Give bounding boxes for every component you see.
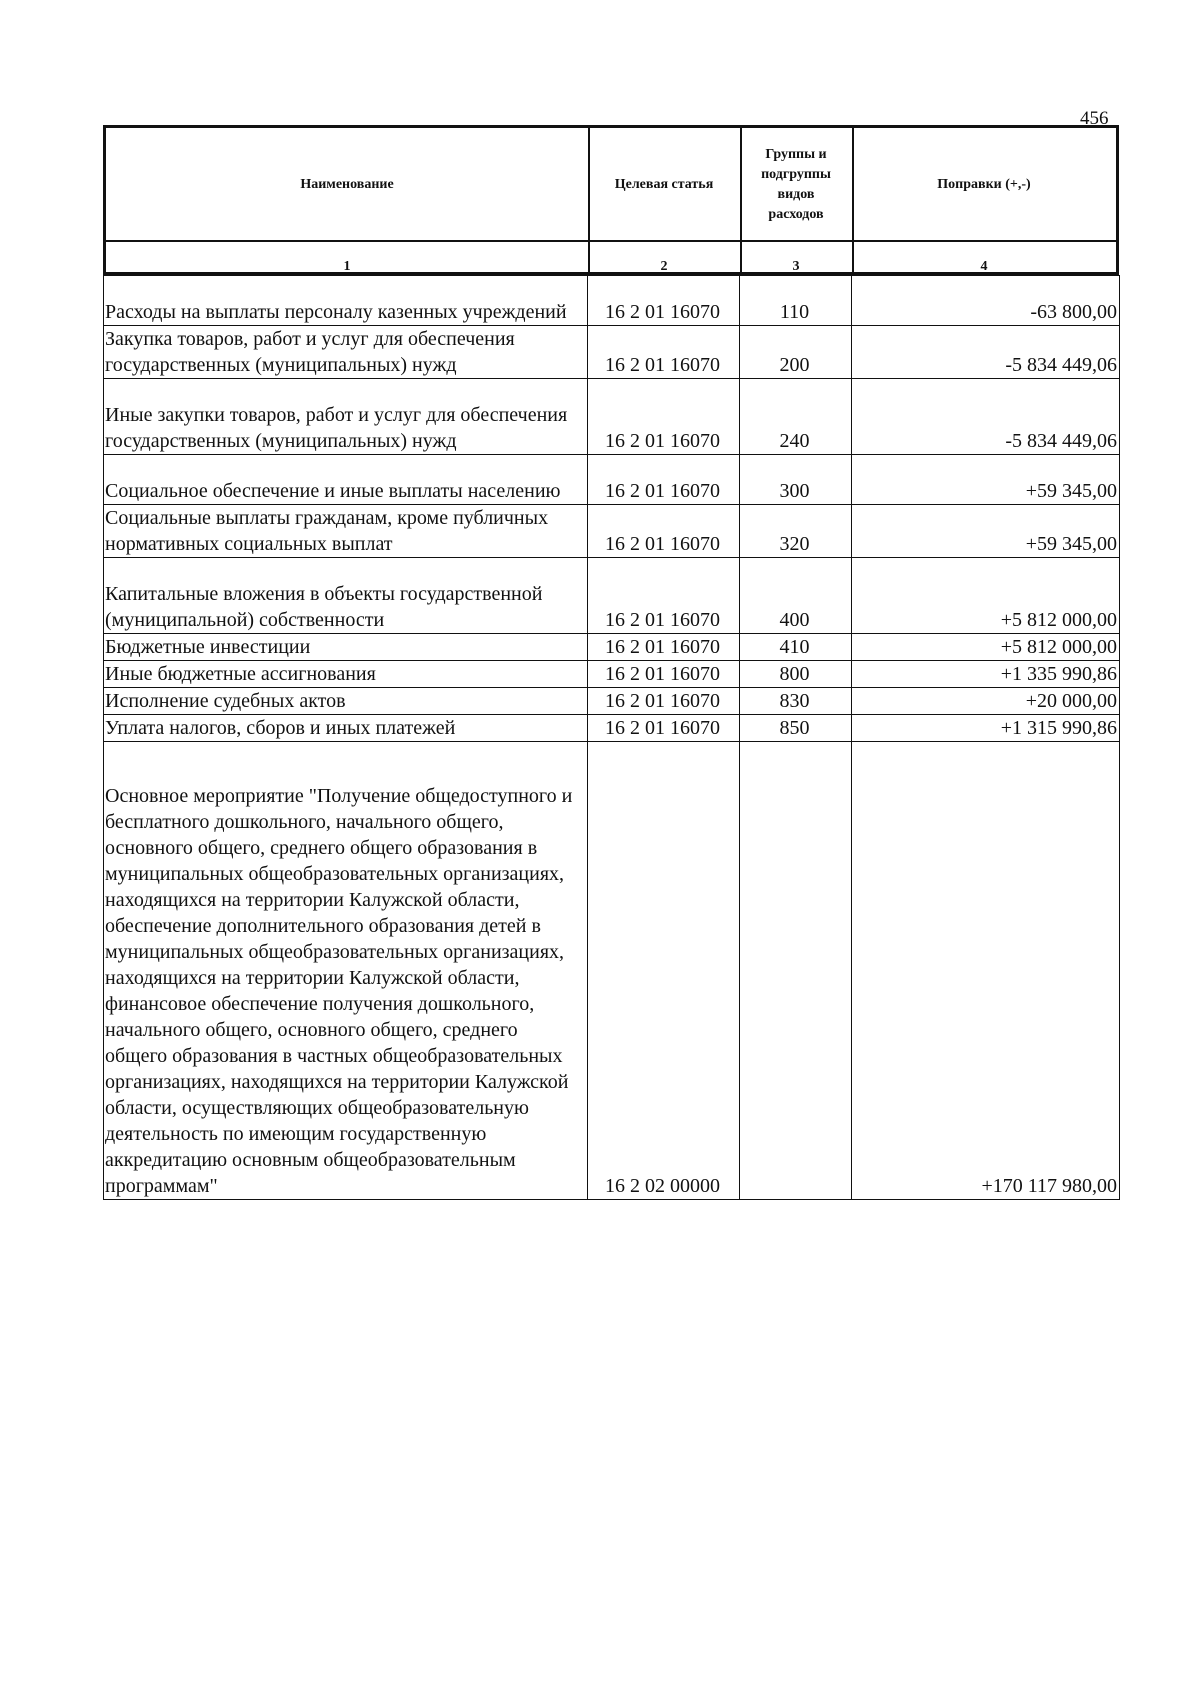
- row-target-article: 16 2 01 16070: [588, 634, 740, 661]
- table-row: [104, 326, 1120, 379]
- row-amendment: +59 345,00: [852, 505, 1120, 558]
- table-row: [104, 715, 1120, 742]
- header-number-1: 1: [343, 259, 351, 274]
- row-amendment: -63 800,00: [852, 276, 1120, 326]
- budget-table: [103, 125, 1119, 1200]
- row-expense-group: 400: [740, 558, 852, 634]
- table-row: [104, 379, 1120, 455]
- table-row: [104, 742, 1120, 1200]
- row-target-article: 16 2 01 16070: [588, 715, 740, 742]
- row-name: Иные закупки товаров, работ и услуг для обеспечения государственных (муниципальных) нужд: [104, 379, 588, 455]
- header-expense-groups: Группы и подгруппы видов расходов: [761, 147, 831, 222]
- row-target-article: 16 2 01 16070: [588, 326, 740, 379]
- table-row: [104, 688, 1120, 715]
- header-number-4: 4: [980, 259, 988, 274]
- row-name: Иные бюджетные ассигнования: [104, 661, 588, 688]
- table-row: [104, 634, 1120, 661]
- table-row: [104, 455, 1120, 505]
- row-name: Капитальные вложения в объекты государственной (муниципальной) собственности: [104, 558, 588, 634]
- row-amendment: -5 834 449,06: [852, 326, 1120, 379]
- row-name: Закупка товаров, работ и услуг для обеспечения государственных (муниципальных) нужд: [104, 326, 588, 379]
- row-name: Социальные выплаты гражданам, кроме публичных нормативных социальных выплат: [104, 505, 588, 558]
- row-name: Исполнение судебных актов: [104, 688, 588, 715]
- row-expense-group: 240: [740, 379, 852, 455]
- table-row: [104, 661, 1120, 688]
- row-amendment: +20 000,00: [852, 688, 1120, 715]
- row-amendment: +170 117 980,00: [852, 742, 1120, 1200]
- row-target-article: 16 2 02 00000: [588, 742, 740, 1200]
- table-row: [104, 505, 1120, 558]
- row-expense-group: 850: [740, 715, 852, 742]
- header-name: Наименование: [300, 177, 394, 192]
- row-target-article: 16 2 01 16070: [588, 661, 740, 688]
- header-amendments: Поправки (+,-): [937, 177, 1031, 192]
- row-expense-group: [740, 742, 852, 1200]
- row-amendment: +1 315 990,86: [852, 715, 1120, 742]
- row-target-article: 16 2 01 16070: [588, 379, 740, 455]
- row-amendment: +59 345,00: [852, 455, 1120, 505]
- row-name: Уплата налогов, сборов и иных платежей: [104, 715, 588, 742]
- row-target-article: 16 2 01 16070: [588, 558, 740, 634]
- row-name: Социальное обеспечение и иные выплаты населению: [104, 455, 588, 505]
- table-row: [104, 558, 1120, 634]
- row-name: Расходы на выплаты персоналу казенных учреждений: [104, 276, 588, 326]
- header-number-2: 2: [660, 259, 668, 274]
- row-amendment: -5 834 449,06: [852, 379, 1120, 455]
- table-header: [103, 125, 1119, 275]
- table-body: [103, 275, 1120, 1200]
- row-amendment: +1 335 990,86: [852, 661, 1120, 688]
- row-amendment: +5 812 000,00: [852, 558, 1120, 634]
- row-expense-group: 200: [740, 326, 852, 379]
- row-target-article: 16 2 01 16070: [588, 455, 740, 505]
- header-number-3: 3: [792, 259, 800, 274]
- row-name: Бюджетные инвестиции: [104, 634, 588, 661]
- row-expense-group: 410: [740, 634, 852, 661]
- table-row: [104, 276, 1120, 326]
- header-divider: [106, 240, 1116, 242]
- row-name: Основное мероприятие "Получение общедоступного и бесплатного дошкольного, начального общего, основного общего, среднего общего образования в муниципальных общеобразовательных организациях, находящихся на территории Калужской области, обеспечение дополнительного образования детей в муниципальных общеобразовательных организациях, находящихся на территории Калужской области, финансовое обеспечение получения дошкольного, начального общего, основного общего, среднего общего образования в частных общеобразовательных организациях, находящихся на территории Калужской области, осуществляющих общеобразовательную деятельность по имеющим государственную аккредитацию основным общеобразовательным программам": [104, 742, 588, 1200]
- row-expense-group: 800: [740, 661, 852, 688]
- row-target-article: 16 2 01 16070: [588, 688, 740, 715]
- row-target-article: 16 2 01 16070: [588, 505, 740, 558]
- header-target-article: Целевая статья: [614, 177, 714, 192]
- row-expense-group: 110: [740, 276, 852, 326]
- row-expense-group: 300: [740, 455, 852, 505]
- row-amendment: +5 812 000,00: [852, 634, 1120, 661]
- row-expense-group: 320: [740, 505, 852, 558]
- page-number: 456: [1080, 108, 1109, 129]
- row-expense-group: 830: [740, 688, 852, 715]
- row-target-article: 16 2 01 16070: [588, 276, 740, 326]
